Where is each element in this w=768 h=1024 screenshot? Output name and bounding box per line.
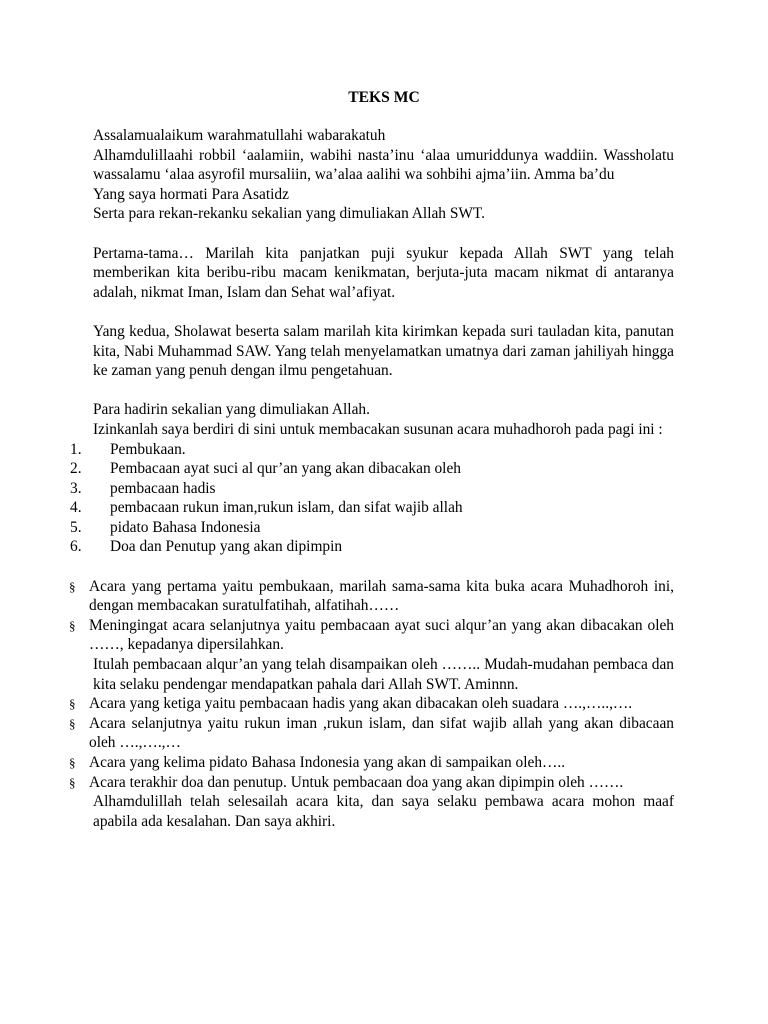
bullet-text: Acara terakhir doa dan penutup. Untuk pembacaan doa yang akan dipimpin oleh ……. [89,773,624,791]
section-sign-bullet-icon: § [69,696,76,712]
list-item-text: pembacaan rukun iman,rukun islam, dan sifat wajib allah [110,499,463,517]
bullet-item [69,577,674,616]
agenda-list [70,440,674,558]
spacer [93,557,674,577]
salam-line: Assalamualaikum warahmatullahi wabarakatuh [93,127,386,144]
closing-paragraph: Alhamdulillah telah selesailah acara kita, dan saya selaku pembawa acara mohon maaf apabila ada kesalahan. Dan saya akhiri. [93,793,674,830]
bullet-text: Meningingat acara selanjutnya yaitu pembacaan ayat suci alqur’an yang akan dibacakan oleh ……, kepadanya dipersilahkan. [89,616,674,654]
list-number: 2. [70,460,82,478]
list-number: 4. [70,499,82,517]
respect-line: Yang saya hormati Para Asatidz [93,185,289,203]
list-item [70,498,674,518]
list-item-text: Pembukaan. [110,440,186,458]
bullet-item [69,773,674,793]
audience-greeting: Para hadirin sekalian yang dimuliakan Allah. [93,401,370,419]
list-item-text: Pembacaan ayat suci al qur’an yang akan dibacakan oleh [110,460,461,478]
document-title: TEKS MC [348,89,420,106]
section-sign-bullet-icon: § [69,578,76,594]
list-item-text: pembacaan hadis [110,479,216,497]
section-sign-bullet-icon: § [69,715,76,731]
agenda-intro: Izinkanlah saya berdiri di sini untuk membacakan susunan acara muhadhoroh pada pagi ini : [93,420,663,438]
list-item [70,518,674,538]
bullet-item [69,753,674,773]
list-number: 1. [70,440,82,458]
bullet-text: Acara yang pertama yaitu pembukaan, marilah sama-sama kita buka acara Muhadhoroh ini, dengan membacakan suratulfatihah, alfatihah…… [89,577,674,615]
program-bullets [69,694,674,792]
list-item [70,440,674,460]
list-item [70,459,674,479]
quran-recitation-note: Itulah pembacaan alqur’an yang telah disampaikan oleh …….. Mudah-mudahan pembaca dan kita selaku pendengar mendapatkan pahala dari Allah SWT. Aminnn. [93,656,674,693]
spacer [93,224,674,244]
hamdalah-paragraph: Alhamdulillaahi robbil ‘aalamiin, wabihi nasta’inu ‘alaa umuriddunya waddiin. Wassholatu wassalamu ‘alaa asyrofil mursaliin, wa’alaa aalihi wa sohbihi ajma’iin. Amma ba’du [93,146,674,184]
sholawat-paragraph: Yang kedua, Sholawat beserta salam marilah kita kirimkan kepada suri tauladan kita, panutan kita, Nabi Muhammad SAW. Yang telah menyelamatkan umatnya dari zaman jahiliyah hingga ke zaman yang penuh dengan ilmu pengetahuan. [93,322,674,380]
program-bullets [69,577,674,655]
section-sign-bullet-icon: § [69,617,76,633]
bullet-text: Acara selanjutnya yaitu rukun iman ,rukun islam, dan sifat wajib allah yang akan dibacaan oleh ….,….,… [89,714,674,752]
list-item [70,537,674,557]
colleagues-line: Serta para rekan-rekanku sekalian yang dimuliakan Allah SWT. [93,205,486,223]
bullet-text: Acara yang kelima pidato Bahasa Indonesia yang akan di sampaikan oleh….. [89,754,566,771]
bullet-item [69,714,674,753]
list-item [70,479,674,499]
gratitude-paragraph: Pertama-tama… Marilah kita panjatkan puji syukur kepada Allah SWT yang telah memberikan kita beribu-ribu macam kenikmatan, berjuta-juta macam nikmat di antaranya adalah, nikmat Iman, Islam dan Sehat wal’afiyat. [93,244,674,301]
list-number: 3. [70,479,82,497]
bullet-text: Acara yang ketiga yaitu pembacaan hadis yang akan dibacakan oleh suadara ….,…..,…. [89,695,633,713]
list-number: 6. [70,538,82,556]
list-item-text: Doa dan Penutup yang akan dipimpin [110,538,343,556]
section-sign-bullet-icon: § [69,755,76,770]
document-body [69,126,674,831]
list-item-text: pidato Bahasa Indonesia [110,518,261,536]
bullet-item [69,616,674,655]
section-sign-bullet-icon: § [69,774,76,790]
bullet-item [69,694,674,714]
spacer [93,302,674,322]
list-number: 5. [70,518,82,536]
spacer [93,381,674,401]
